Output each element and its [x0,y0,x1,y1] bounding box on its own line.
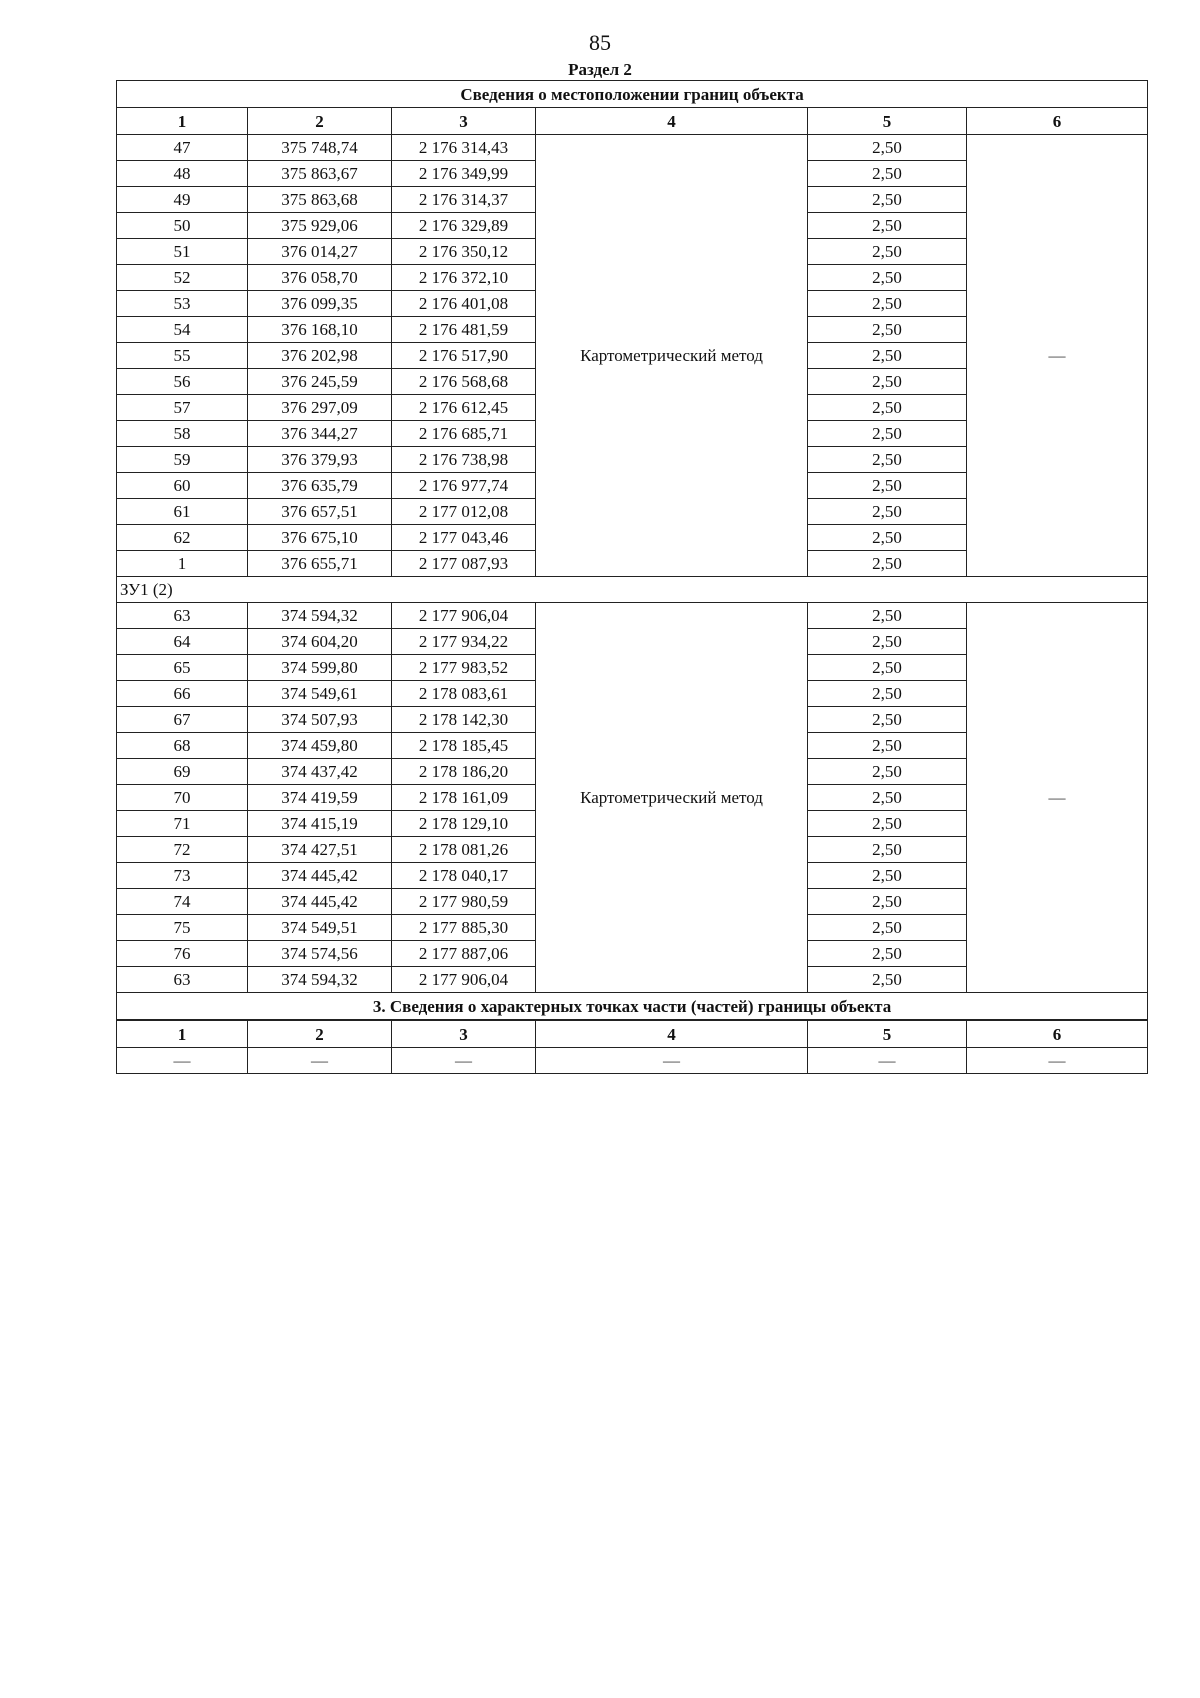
column-header: 2 [248,1020,392,1048]
table-row [117,603,1148,629]
point-number: 52 [117,265,248,291]
accuracy-value: 2,50 [808,733,967,759]
coord-y: 2 177 043,46 [392,525,536,551]
coord-y: 2 178 161,09 [392,785,536,811]
coord-y: 2 176 481,59 [392,317,536,343]
coord-y: 2 178 185,45 [392,733,536,759]
coord-y: 2 176 612,45 [392,395,536,421]
point-number: 63 [117,967,248,993]
coord-x: 376 202,98 [248,343,392,369]
point-number: 47 [117,135,248,161]
coord-y: 2 177 983,52 [392,655,536,681]
coord-x: 376 168,10 [248,317,392,343]
column-header: 4 [536,108,808,135]
point-number: 62 [117,525,248,551]
point-number: 65 [117,655,248,681]
accuracy-value: 2,50 [808,447,967,473]
coord-x: 374 507,93 [248,707,392,733]
accuracy-value: 2,50 [808,915,967,941]
coord-x: 375 748,74 [248,135,392,161]
point-number: 63 [117,603,248,629]
empty-value: — [392,1048,536,1074]
method-cell: Картометрический метод [536,603,808,993]
point-number: 59 [117,447,248,473]
accuracy-value: 2,50 [808,681,967,707]
coord-y: 2 177 934,22 [392,629,536,655]
point-number: 74 [117,889,248,915]
accuracy-value: 2,50 [808,811,967,837]
accuracy-value: 2,50 [808,135,967,161]
point-number: 60 [117,473,248,499]
accuracy-value: 2,50 [808,525,967,551]
point-number: 56 [117,369,248,395]
column-header: 1 [117,1020,248,1048]
page-number: 85 [589,30,611,55]
point-number: 76 [117,941,248,967]
coord-x: 376 058,70 [248,265,392,291]
coord-x: 376 657,51 [248,499,392,525]
coord-x: 376 655,71 [248,551,392,577]
point-number: 53 [117,291,248,317]
coord-y: 2 178 083,61 [392,681,536,707]
coord-y: 2 176 517,90 [392,343,536,369]
accuracy-value: 2,50 [808,343,967,369]
accuracy-value: 2,50 [808,629,967,655]
accuracy-value: 2,50 [808,759,967,785]
coord-x: 376 675,10 [248,525,392,551]
coord-y: 2 178 081,26 [392,837,536,863]
coord-x: 374 549,61 [248,681,392,707]
coord-y: 2 177 887,06 [392,941,536,967]
coord-x: 374 419,59 [248,785,392,811]
coord-x: 376 635,79 [248,473,392,499]
column-header: 5 [808,108,967,135]
coord-y: 2 176 314,37 [392,187,536,213]
accuracy-value: 2,50 [808,213,967,239]
point-number: 73 [117,863,248,889]
accuracy-value: 2,50 [808,161,967,187]
point-number: 51 [117,239,248,265]
point-number: 69 [117,759,248,785]
coord-y: 2 176 685,71 [392,421,536,447]
accuracy-value: 2,50 [808,837,967,863]
part-section-title-row [117,993,1148,1021]
point-number: 71 [117,811,248,837]
point-number: 70 [117,785,248,811]
accuracy-value: 2,50 [808,863,967,889]
point-number: 57 [117,395,248,421]
empty-value: — [117,1048,248,1074]
coord-y: 2 177 906,04 [392,603,536,629]
coord-y: 2 176 977,74 [392,473,536,499]
column-header: 6 [967,1020,1148,1048]
column-header: 6 [967,108,1148,135]
accuracy-value: 2,50 [808,239,967,265]
table-title: Сведения о местоположении границ объекта [117,81,1148,108]
accuracy-value: 2,50 [808,603,967,629]
col6-cell: — [967,603,1148,993]
accuracy-value: 2,50 [808,967,967,993]
table-row [117,1048,1148,1074]
coord-x: 374 599,80 [248,655,392,681]
part-header-row [117,1020,1148,1048]
accuracy-value: 2,50 [808,187,967,213]
coord-y: 2 178 186,20 [392,759,536,785]
accuracy-value: 2,50 [808,369,967,395]
coord-x: 376 379,93 [248,447,392,473]
empty-value: — [248,1048,392,1074]
accuracy-value: 2,50 [808,499,967,525]
column-header: 4 [536,1020,808,1048]
coord-y: 2 176 401,08 [392,291,536,317]
point-number: 64 [117,629,248,655]
column-header-row [117,108,1148,135]
coord-y: 2 176 329,89 [392,213,536,239]
accuracy-value: 2,50 [808,421,967,447]
accuracy-value: 2,50 [808,785,967,811]
column-header: 5 [808,1020,967,1048]
coord-x: 376 099,35 [248,291,392,317]
accuracy-value: 2,50 [808,941,967,967]
point-number: 68 [117,733,248,759]
coord-y: 2 177 087,93 [392,551,536,577]
coord-x: 374 445,42 [248,889,392,915]
accuracy-value: 2,50 [808,707,967,733]
coord-y: 2 177 906,04 [392,967,536,993]
coord-x: 374 437,42 [248,759,392,785]
empty-value: — [536,1048,808,1074]
coord-x: 375 929,06 [248,213,392,239]
coord-y: 2 178 129,10 [392,811,536,837]
coord-y: 2 177 885,30 [392,915,536,941]
coord-x: 375 863,67 [248,161,392,187]
accuracy-value: 2,50 [808,551,967,577]
coord-y: 2 178 040,17 [392,863,536,889]
col6-cell: — [967,135,1148,577]
accuracy-value: 2,50 [808,291,967,317]
accuracy-value: 2,50 [808,317,967,343]
coord-x: 376 014,27 [248,239,392,265]
point-number: 48 [117,161,248,187]
coord-x: 375 863,68 [248,187,392,213]
coord-y: 2 178 142,30 [392,707,536,733]
accuracy-value: 2,50 [808,265,967,291]
part-section-title: 3. Сведения о характерных точках части (частей) границы объекта [117,993,1148,1021]
coord-x: 374 427,51 [248,837,392,863]
point-number: 50 [117,213,248,239]
coord-x: 376 297,09 [248,395,392,421]
coord-y: 2 176 568,68 [392,369,536,395]
point-number: 72 [117,837,248,863]
table-title-row [117,81,1148,108]
column-header: 1 [117,108,248,135]
accuracy-value: 2,50 [808,655,967,681]
point-number: 66 [117,681,248,707]
coord-y: 2 176 314,43 [392,135,536,161]
boundary-table-body [117,81,1148,1074]
coord-x: 374 594,32 [248,603,392,629]
coord-x: 374 594,32 [248,967,392,993]
empty-value: — [967,1048,1148,1074]
boundary-table [116,80,1148,1074]
point-number: 49 [117,187,248,213]
coord-y: 2 177 012,08 [392,499,536,525]
coord-x: 376 344,27 [248,421,392,447]
coord-x: 374 549,51 [248,915,392,941]
coord-y: 2 176 738,98 [392,447,536,473]
accuracy-value: 2,50 [808,473,967,499]
point-number: 55 [117,343,248,369]
coord-x: 376 245,59 [248,369,392,395]
coord-x: 374 445,42 [248,863,392,889]
coord-x: 374 415,19 [248,811,392,837]
table-row [117,135,1148,161]
accuracy-value: 2,50 [808,395,967,421]
point-number: 1 [117,551,248,577]
coord-x: 374 574,56 [248,941,392,967]
point-number: 54 [117,317,248,343]
coord-y: 2 176 349,99 [392,161,536,187]
empty-value: — [808,1048,967,1074]
coord-y: 2 176 350,12 [392,239,536,265]
method-cell: Картометрический метод [536,135,808,577]
coord-x: 374 604,20 [248,629,392,655]
point-number: 75 [117,915,248,941]
column-header: 3 [392,1020,536,1048]
coord-x: 374 459,80 [248,733,392,759]
point-number: 61 [117,499,248,525]
column-header: 3 [392,108,536,135]
group-label: ЗУ1 (2) [117,577,1148,603]
coord-y: 2 176 372,10 [392,265,536,291]
accuracy-value: 2,50 [808,889,967,915]
point-number: 58 [117,421,248,447]
column-header: 2 [248,108,392,135]
group-label-row [117,577,1148,603]
section-title: Раздел 2 [568,60,632,79]
coord-y: 2 177 980,59 [392,889,536,915]
point-number: 67 [117,707,248,733]
